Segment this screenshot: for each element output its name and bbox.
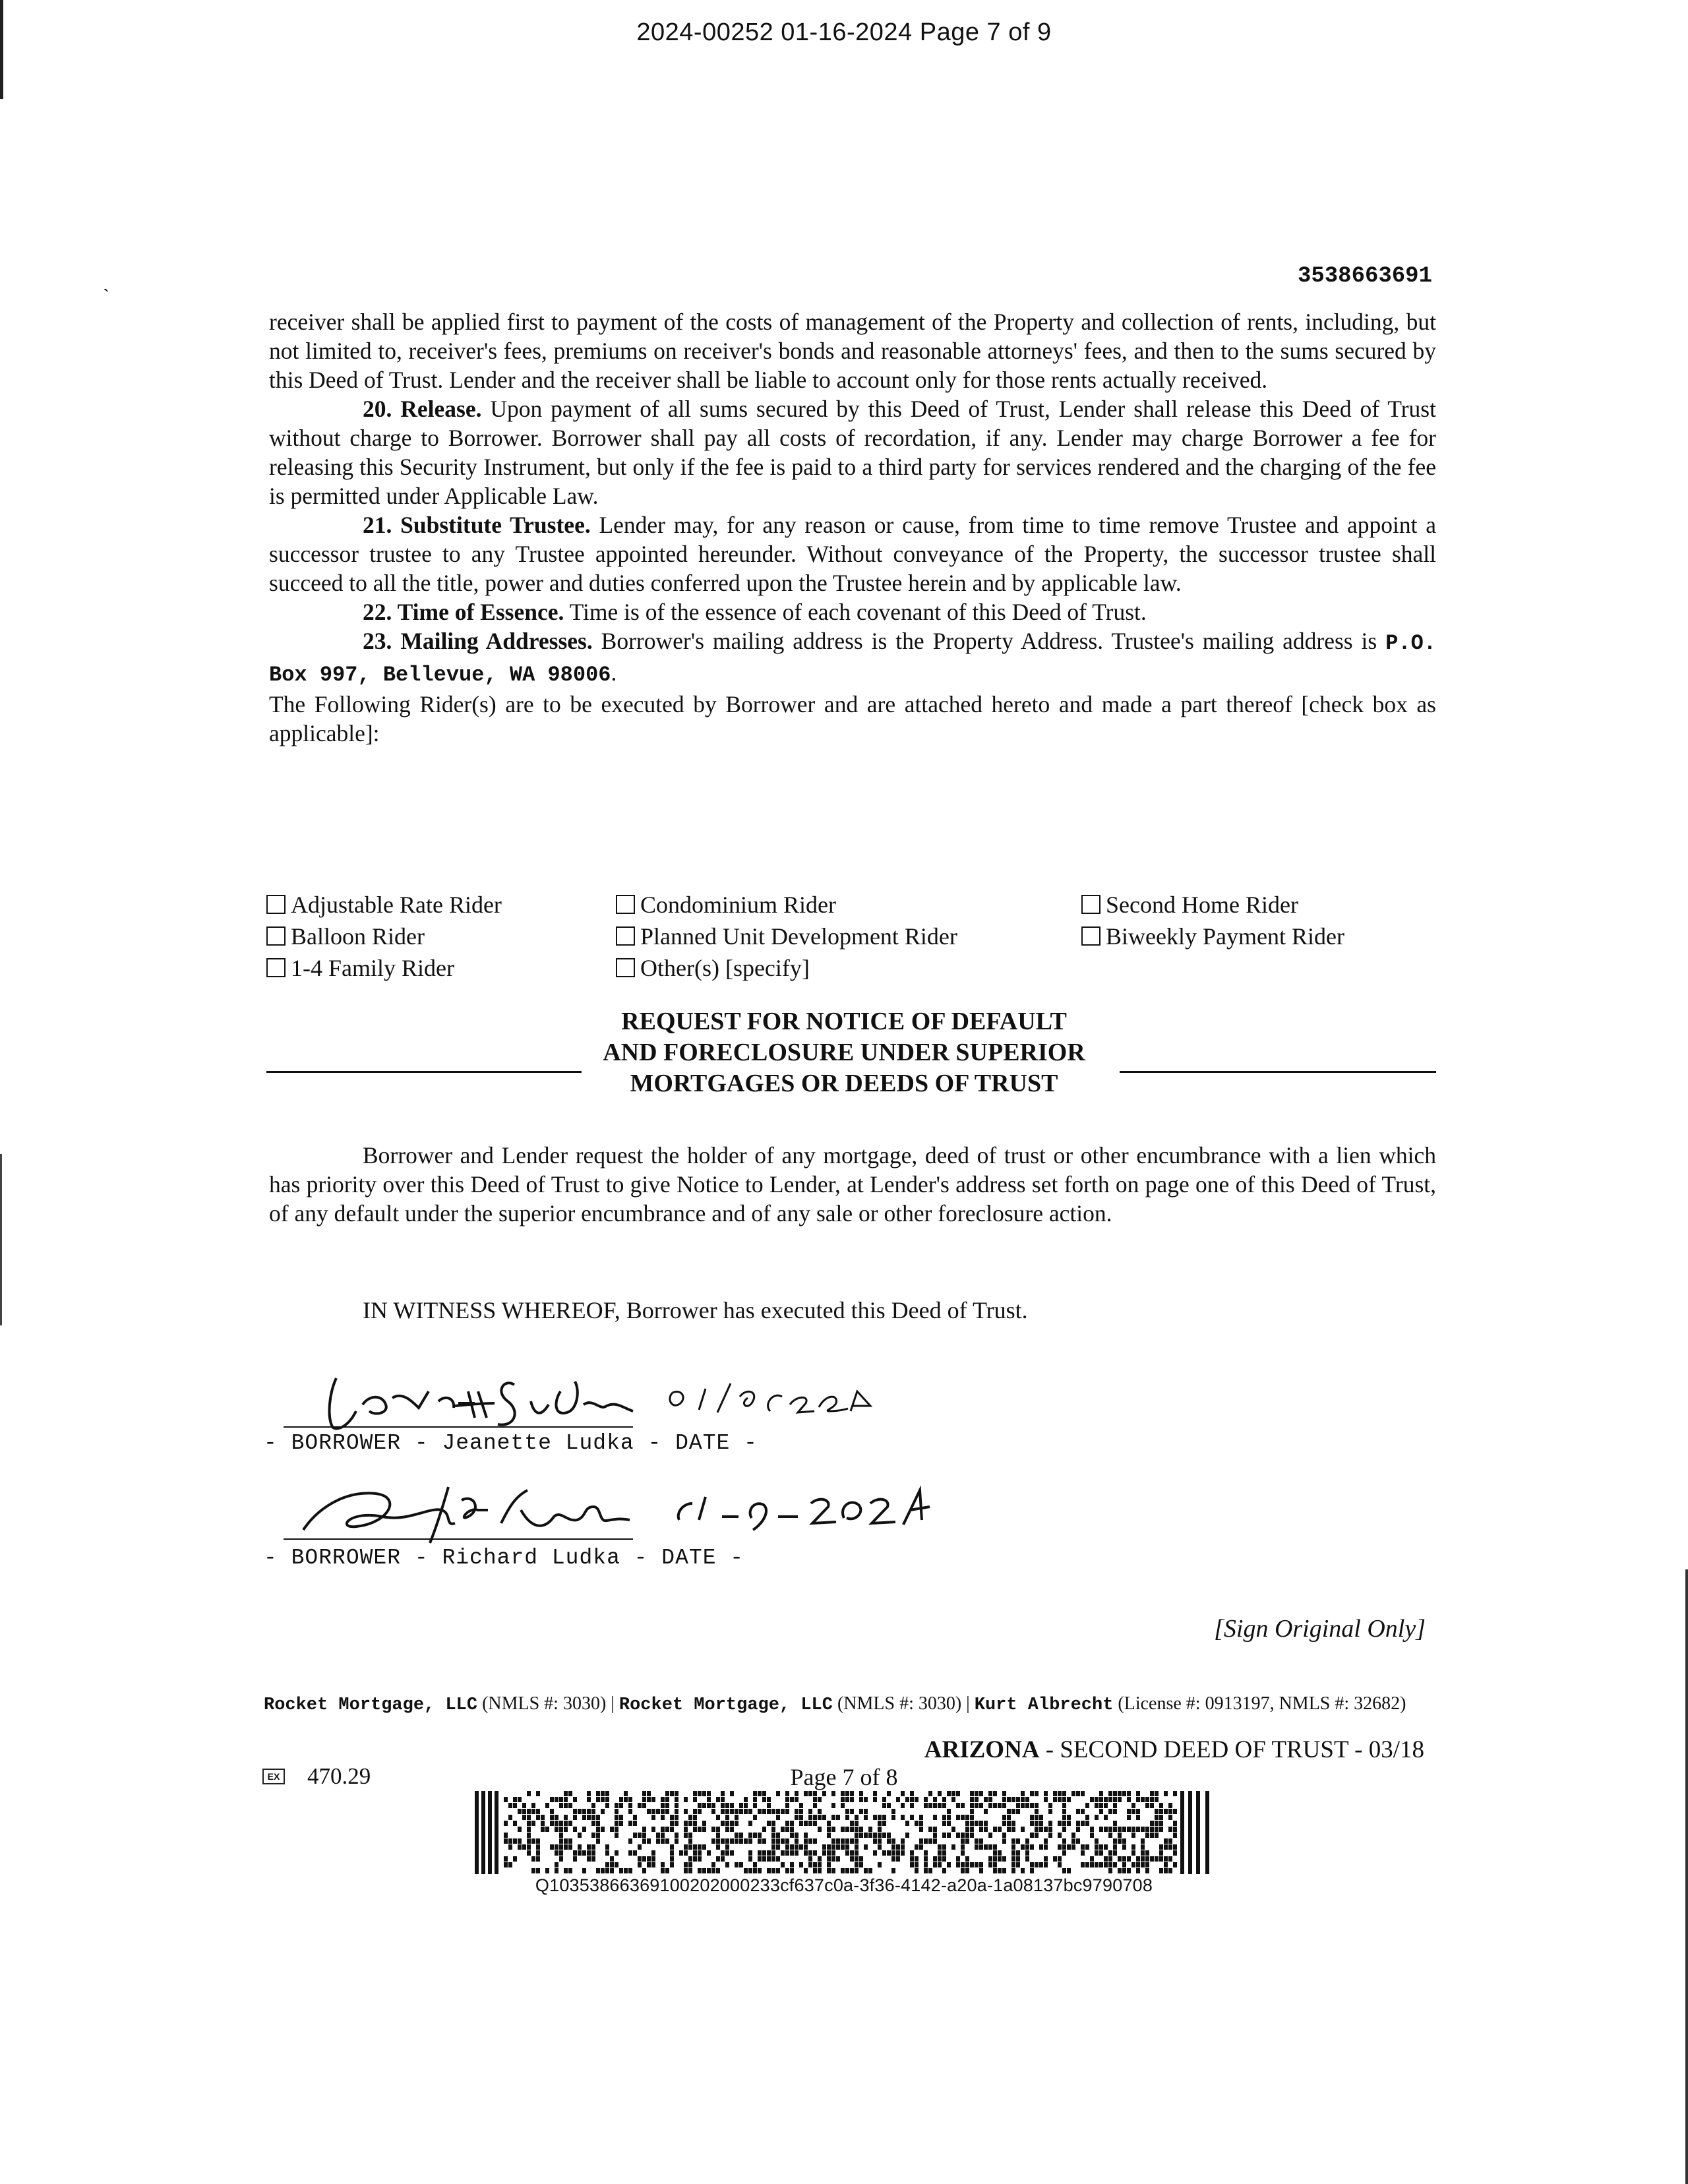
- notice-body: Borrower and Lender request the holder of any mortgage, deed of trust or other encumbrance with a lien which has priority over this Deed of Trust to give Notice to Lender, at Lender's address set forth on page one of this Deed of Trust, of any default under the superior encumbrance and of any sale or other foreclosure action.: [269, 1142, 1436, 1227]
- paragraph-receiver: receiver shall be applied first to payment of the costs of management of the Property and collection of rents, including, but not limited to, receiver's fees, premiums on receiver's bonds and reasonable attorneys' fees, and then to the sums secured by this Deed of Trust. Lender and the receiver shall be liable to account only for those rents actually received.: [269, 309, 1436, 393]
- page-number: Page 7 of 8: [790, 1764, 898, 1790]
- rider-planned-unit-development[interactable]: Planned Unit Development Rider: [616, 921, 957, 952]
- rider-others[interactable]: Other(s) [specify]: [616, 952, 810, 984]
- sign-original-note: [Sign Original Only]: [1214, 1615, 1426, 1643]
- form-title: ARIZONA - SECOND DEED OF TRUST - 03/18: [924, 1736, 1424, 1763]
- rider-checklist: [266, 889, 1440, 988]
- rider-biweekly-payment[interactable]: Biweekly Payment Rider: [1081, 921, 1344, 952]
- deed-body: [269, 307, 1436, 748]
- riders-intro: The Following Rider(s) are to be executed by Borrower and are attached hereto and made a part thereof [check box as applicable]:: [269, 691, 1436, 746]
- lender-footer: Rocket Mortgage, LLC (NMLS #: 3030) | Rocket Mortgage, LLC (NMLS #: 3030) | Kurt Albrecht (License #: 0913197, NMLS #: 32682): [264, 1693, 1406, 1715]
- paragraph-mailing-addresses: 23. Mailing Addresses. Borrower's mailing address is the Property Address. Trustee's mailing address is P.O. Box 997, Bellevue, WA 98006.: [269, 628, 1436, 687]
- loan-number: 3538663691: [1297, 264, 1432, 289]
- checkbox-icon[interactable]: [616, 926, 635, 946]
- rider-balloon[interactable]: Balloon Rider: [266, 921, 425, 952]
- title-rule-left: [266, 1071, 582, 1073]
- paragraph-substitute-trustee: 21. Substitute Trustee. Lender may, for any reason or cause, from time to time remove Trustee and appoint a successor trustee to any Trustee appointed hereunder. Without conveyance of the Property, the successor trustee shall succeed to all the title, power and duties conferred upon the Trustee herein and by applicable law.: [269, 512, 1436, 596]
- checkbox-icon[interactable]: [266, 895, 286, 914]
- section-heading: 22. Time of Essence.: [363, 599, 564, 625]
- checkbox-icon[interactable]: [266, 958, 286, 977]
- rider-second-home[interactable]: Second Home Rider: [1081, 889, 1298, 921]
- lender-name: Rocket Mortgage, LLC: [618, 1695, 833, 1715]
- paragraph-time-of-essence: 22. Time of Essence. Time is of the essence of each covenant of this Deed of Trust.: [363, 599, 1147, 625]
- trustee-address: P.O. Box 997, Bellevue, WA 98006: [269, 631, 1436, 687]
- borrower-label-1: - BORROWER - Jeanette Ludka - DATE -: [264, 1431, 758, 1455]
- title-rule-right: [1120, 1071, 1436, 1073]
- originator-name: Kurt Albrecht: [974, 1695, 1114, 1715]
- checkbox-icon[interactable]: [1081, 895, 1100, 914]
- form-provider-icon: EX: [262, 1769, 285, 1784]
- scan-speck: ˏ: [103, 270, 109, 292]
- checkbox-icon[interactable]: [616, 895, 635, 914]
- witness-clause: IN WITNESS WHEREOF, Borrower has executed this Deed of Trust.: [363, 1297, 1028, 1323]
- rider-1-4-family[interactable]: 1-4 Family Rider: [266, 952, 454, 984]
- section-heading: 20. Release.: [363, 396, 482, 422]
- checkbox-icon[interactable]: [1081, 926, 1100, 946]
- rider-condominium[interactable]: Condominium Rider: [616, 889, 836, 921]
- borrower-signature-1: [277, 1365, 969, 1438]
- lender-name: Rocket Mortgage, LLC: [264, 1695, 478, 1715]
- recording-stamp: 2024-00252 01-16-2024 Page 7 of 9: [636, 18, 1052, 46]
- scan-edge-mark: [0, 0, 3, 99]
- checkbox-icon[interactable]: [616, 958, 635, 977]
- checkbox-icon[interactable]: [266, 926, 286, 946]
- section-heading: 21. Substitute Trustee.: [363, 512, 591, 538]
- scan-edge-mark: [0, 1154, 2, 1325]
- borrower-signature-2: [277, 1471, 969, 1550]
- barcode-text: Q10353866369100202000233cf637c0a-3f36-4142-a20a-1a08137bc9790708: [535, 1875, 1153, 1895]
- section-heading: 23. Mailing Addresses.: [363, 628, 593, 654]
- borrower-label-2: - BORROWER - Richard Ludka - DATE -: [264, 1546, 744, 1570]
- document-barcode: [475, 1791, 1213, 1874]
- notice-title: REQUEST FOR NOTICE OF DEFAULT AND FORECLOSURE UNDER SUPERIOR MORTGAGES OR DEEDS OF TRUST: [603, 1008, 1085, 1097]
- form-code: 470.29: [307, 1763, 371, 1789]
- paragraph-release: 20. Release. Upon payment of all sums secured by this Deed of Trust, Lender shall release this Deed of Trust without charge to Borrower. Borrower shall pay all costs of recordation, if any. Lender may charge Borrower a fee for releasing this Security Instrument, but only if the fee is paid to a third party for services rendered and the charging of the fee is permitted under Applicable Law.: [269, 396, 1436, 509]
- rider-adjustable-rate[interactable]: Adjustable Rate Rider: [266, 889, 502, 921]
